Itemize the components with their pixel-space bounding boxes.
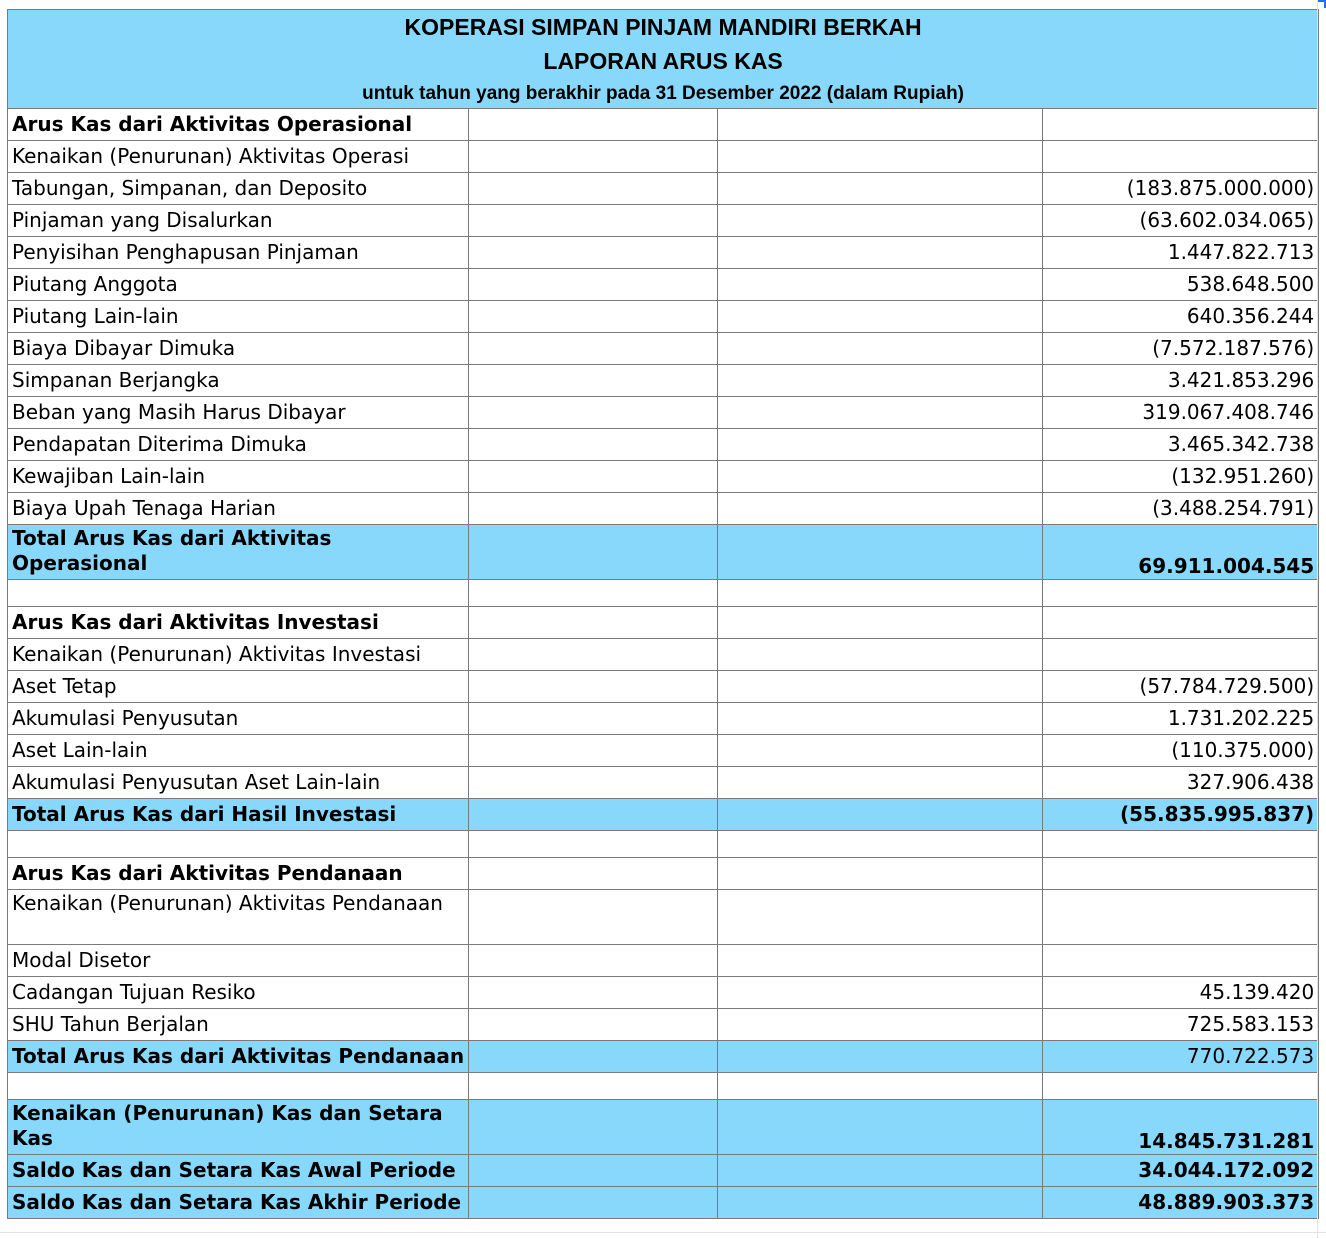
row-amount[interactable]: 1.731.202.225 — [1043, 703, 1319, 735]
row-amount[interactable]: (3.488.254.791) — [1043, 493, 1319, 525]
empty-cell[interactable] — [718, 461, 1043, 493]
row-label[interactable]: Aset Lain-lain — [8, 735, 469, 767]
empty-cell[interactable] — [469, 1041, 718, 1073]
table-row — [8, 735, 1319, 767]
table-row — [8, 205, 1319, 237]
empty-cell[interactable] — [469, 301, 718, 333]
section-heading-operasional[interactable]: Arus Kas dari Aktivitas Operasional — [8, 109, 469, 141]
sheet-gridline — [0, 1232, 1326, 1233]
table-row — [8, 237, 1319, 269]
empty-cell[interactable] — [718, 858, 1043, 890]
table-row — [8, 945, 1319, 977]
empty-cell[interactable] — [8, 831, 469, 858]
empty-cell[interactable] — [469, 890, 718, 945]
empty-cell[interactable] — [469, 831, 718, 858]
org-name-cell[interactable]: KOPERASI SIMPAN PINJAM MANDIRI BERKAH — [8, 10, 1319, 45]
empty-cell[interactable] — [718, 493, 1043, 525]
empty-cell[interactable] — [469, 703, 718, 735]
empty-cell[interactable] — [469, 525, 718, 580]
empty-cell[interactable] — [469, 799, 718, 831]
report-period-cell[interactable]: untuk tahun yang berakhir pada 31 Desember 2022 (dalam Rupiah) — [8, 78, 1319, 109]
empty-cell[interactable] — [1043, 1073, 1319, 1100]
empty-cell[interactable] — [469, 607, 718, 639]
row-label[interactable]: SHU Tahun Berjalan — [8, 1009, 469, 1041]
empty-cell[interactable] — [469, 109, 718, 141]
row-label[interactable]: Piutang Anggota — [8, 269, 469, 301]
summary-amount-opening[interactable]: 34.044.172.092 — [1043, 1155, 1319, 1187]
subheading-row — [8, 639, 1319, 671]
summary-label-opening[interactable]: Saldo Kas dan Setara Kas Awal Periode — [8, 1155, 469, 1187]
empty-cell[interactable] — [718, 1155, 1043, 1187]
row-label[interactable]: Biaya Dibayar Dimuka — [8, 333, 469, 365]
total-row — [8, 799, 1319, 831]
blank-row — [8, 1073, 1319, 1100]
total-amount-operasional[interactable]: 69.911.004.545 — [1043, 525, 1319, 580]
empty-cell[interactable] — [718, 890, 1043, 945]
empty-cell[interactable] — [1043, 580, 1319, 607]
row-amount[interactable]: 45.139.420 — [1043, 977, 1319, 1009]
section-heading-row — [8, 109, 1319, 141]
empty-cell[interactable] — [469, 1100, 718, 1155]
empty-cell[interactable] — [718, 1100, 1043, 1155]
header-row-title — [8, 44, 1319, 78]
table-row — [8, 269, 1319, 301]
section-heading-row — [8, 607, 1319, 639]
empty-cell[interactable] — [469, 461, 718, 493]
row-label[interactable]: Aset Tetap — [8, 671, 469, 703]
sheet-gridline — [1317, 0, 1318, 1238]
empty-cell[interactable] — [718, 397, 1043, 429]
empty-cell[interactable] — [469, 493, 718, 525]
empty-cell[interactable] — [469, 1009, 718, 1041]
empty-cell[interactable] — [718, 703, 1043, 735]
table-row — [8, 333, 1319, 365]
total-amount-investasi[interactable]: (55.835.995.837) — [1043, 799, 1319, 831]
table-row — [8, 301, 1319, 333]
table-row — [8, 493, 1319, 525]
empty-cell[interactable] — [469, 397, 718, 429]
empty-cell[interactable] — [718, 735, 1043, 767]
row-amount[interactable]: (132.951.260) — [1043, 461, 1319, 493]
row-label[interactable]: Kewajiban Lain-lain — [8, 461, 469, 493]
empty-cell[interactable] — [469, 858, 718, 890]
summary-label-closing[interactable]: Saldo Kas dan Setara Kas Akhir Periode — [8, 1187, 469, 1219]
row-label[interactable]: Akumulasi Penyusutan — [8, 703, 469, 735]
empty-cell[interactable] — [718, 639, 1043, 671]
section-heading-pendanaan[interactable]: Arus Kas dari Aktivitas Pendanaan — [8, 858, 469, 890]
subheading-investasi[interactable]: Kenaikan (Penurunan) Aktivitas Investasi — [8, 639, 469, 671]
row-amount[interactable]: 1.447.822.713 — [1043, 237, 1319, 269]
row-label[interactable]: Penyisihan Penghapusan Pinjaman — [8, 237, 469, 269]
empty-cell[interactable] — [469, 767, 718, 799]
table-row — [8, 173, 1319, 205]
row-amount[interactable]: 725.583.153 — [1043, 1009, 1319, 1041]
empty-cell[interactable] — [8, 580, 469, 607]
subheading-pendanaan[interactable]: Kenaikan (Penurunan) Aktivitas Pendanaan — [8, 890, 469, 945]
empty-cell[interactable] — [718, 1187, 1043, 1219]
summary-label-net-change[interactable]: Kenaikan (Penurunan) Kas dan Setara Kas — [8, 1100, 469, 1155]
total-amount-pendanaan[interactable]: 770.722.573 — [1043, 1041, 1319, 1073]
row-label[interactable]: Beban yang Masih Harus Dibayar — [8, 397, 469, 429]
empty-cell[interactable] — [1043, 890, 1319, 945]
empty-cell[interactable] — [469, 173, 718, 205]
empty-cell[interactable] — [469, 141, 718, 173]
empty-cell[interactable] — [8, 1073, 469, 1100]
empty-cell[interactable] — [718, 1009, 1043, 1041]
empty-cell[interactable] — [718, 799, 1043, 831]
row-label[interactable]: Pendapatan Diterima Dimuka — [8, 429, 469, 461]
row-amount[interactable]: 538.648.500 — [1043, 269, 1319, 301]
empty-cell[interactable] — [469, 580, 718, 607]
empty-cell[interactable] — [1043, 831, 1319, 858]
row-label[interactable]: Modal Disetor — [8, 945, 469, 977]
empty-cell[interactable] — [718, 977, 1043, 1009]
empty-cell[interactable] — [1043, 639, 1319, 671]
cash-flow-statement-table — [7, 9, 1319, 1219]
row-amount[interactable]: 327.906.438 — [1043, 767, 1319, 799]
empty-cell[interactable] — [469, 671, 718, 703]
row-label[interactable]: Simpanan Berjangka — [8, 365, 469, 397]
empty-cell[interactable] — [718, 945, 1043, 977]
empty-cell[interactable] — [718, 525, 1043, 580]
empty-cell[interactable] — [718, 301, 1043, 333]
total-row — [8, 525, 1319, 580]
table-row — [8, 1009, 1319, 1041]
summary-row — [8, 1187, 1319, 1219]
empty-cell[interactable] — [718, 109, 1043, 141]
blank-row — [8, 831, 1319, 858]
row-label[interactable]: Tabungan, Simpanan, dan Deposito — [8, 173, 469, 205]
empty-cell[interactable] — [469, 205, 718, 237]
empty-cell[interactable] — [1043, 607, 1319, 639]
subheading-row — [8, 890, 1319, 945]
empty-cell[interactable] — [718, 767, 1043, 799]
empty-cell[interactable] — [718, 429, 1043, 461]
summary-row — [8, 1100, 1319, 1155]
table-row — [8, 365, 1319, 397]
empty-cell[interactable] — [718, 607, 1043, 639]
blank-row — [8, 580, 1319, 607]
header-row-org — [8, 10, 1319, 45]
row-amount[interactable]: (183.875.000.000) — [1043, 173, 1319, 205]
empty-cell[interactable] — [469, 429, 718, 461]
empty-cell[interactable] — [718, 671, 1043, 703]
empty-cell[interactable] — [718, 831, 1043, 858]
header-row-period — [8, 78, 1319, 109]
subheading-row — [8, 141, 1319, 173]
total-label-investasi[interactable]: Total Arus Kas dari Hasil Investasi — [8, 799, 469, 831]
report-title-cell[interactable]: LAPORAN ARUS KAS — [8, 44, 1319, 78]
table-row — [8, 767, 1319, 799]
empty-cell[interactable] — [718, 269, 1043, 301]
row-label[interactable]: Biaya Upah Tenaga Harian — [8, 493, 469, 525]
subheading-operasional[interactable]: Kenaikan (Penurunan) Aktivitas Operasi — [8, 141, 469, 173]
row-label[interactable]: Piutang Lain-lain — [8, 301, 469, 333]
empty-cell[interactable] — [718, 237, 1043, 269]
empty-cell[interactable] — [718, 1073, 1043, 1100]
selection-corner-mark — [1318, 0, 1326, 8]
empty-cell[interactable] — [469, 269, 718, 301]
row-label[interactable]: Cadangan Tujuan Resiko — [8, 977, 469, 1009]
section-heading-investasi[interactable]: Arus Kas dari Aktivitas Investasi — [8, 607, 469, 639]
empty-cell[interactable] — [718, 365, 1043, 397]
empty-cell[interactable] — [469, 365, 718, 397]
row-amount[interactable]: 3.465.342.738 — [1043, 429, 1319, 461]
table-row — [8, 977, 1319, 1009]
total-label-operasional[interactable]: Total Arus Kas dari Aktivitas Operasional — [8, 525, 469, 580]
row-amount[interactable]: 319.067.408.746 — [1043, 397, 1319, 429]
row-amount[interactable]: 640.356.244 — [1043, 301, 1319, 333]
table-row — [8, 461, 1319, 493]
summary-amount-closing[interactable]: 48.889.903.373 — [1043, 1187, 1319, 1219]
row-amount[interactable]: (63.602.034.065) — [1043, 205, 1319, 237]
empty-cell[interactable] — [718, 141, 1043, 173]
empty-cell[interactable] — [1043, 109, 1319, 141]
empty-cell[interactable] — [469, 237, 718, 269]
total-label-pendanaan[interactable]: Total Arus Kas dari Aktivitas Pendanaan — [8, 1041, 469, 1073]
row-amount[interactable] — [1043, 945, 1319, 977]
empty-cell[interactable] — [718, 1041, 1043, 1073]
empty-cell[interactable] — [469, 639, 718, 671]
row-amount[interactable]: 3.421.853.296 — [1043, 365, 1319, 397]
empty-cell[interactable] — [718, 173, 1043, 205]
table-row — [8, 703, 1319, 735]
empty-cell[interactable] — [469, 333, 718, 365]
empty-cell[interactable] — [718, 580, 1043, 607]
row-amount[interactable]: (110.375.000) — [1043, 735, 1319, 767]
section-heading-row — [8, 858, 1319, 890]
table-row — [8, 671, 1319, 703]
empty-cell[interactable] — [469, 1155, 718, 1187]
table-row — [8, 429, 1319, 461]
empty-cell[interactable] — [469, 1187, 718, 1219]
total-row — [8, 1041, 1319, 1073]
summary-amount-net-change[interactable]: 14.845.731.281 — [1043, 1100, 1319, 1155]
summary-row — [8, 1155, 1319, 1187]
empty-cell[interactable] — [1043, 141, 1319, 173]
row-label[interactable]: Pinjaman yang Disalurkan — [8, 205, 469, 237]
empty-cell[interactable] — [469, 945, 718, 977]
empty-cell[interactable] — [1043, 858, 1319, 890]
table-row — [8, 397, 1319, 429]
row-label[interactable]: Akumulasi Penyusutan Aset Lain-lain — [8, 767, 469, 799]
empty-cell[interactable] — [718, 333, 1043, 365]
empty-cell[interactable] — [469, 1073, 718, 1100]
row-amount[interactable]: (7.572.187.576) — [1043, 333, 1319, 365]
empty-cell[interactable] — [469, 735, 718, 767]
empty-cell[interactable] — [718, 205, 1043, 237]
row-amount[interactable]: (57.784.729.500) — [1043, 671, 1319, 703]
empty-cell[interactable] — [469, 977, 718, 1009]
